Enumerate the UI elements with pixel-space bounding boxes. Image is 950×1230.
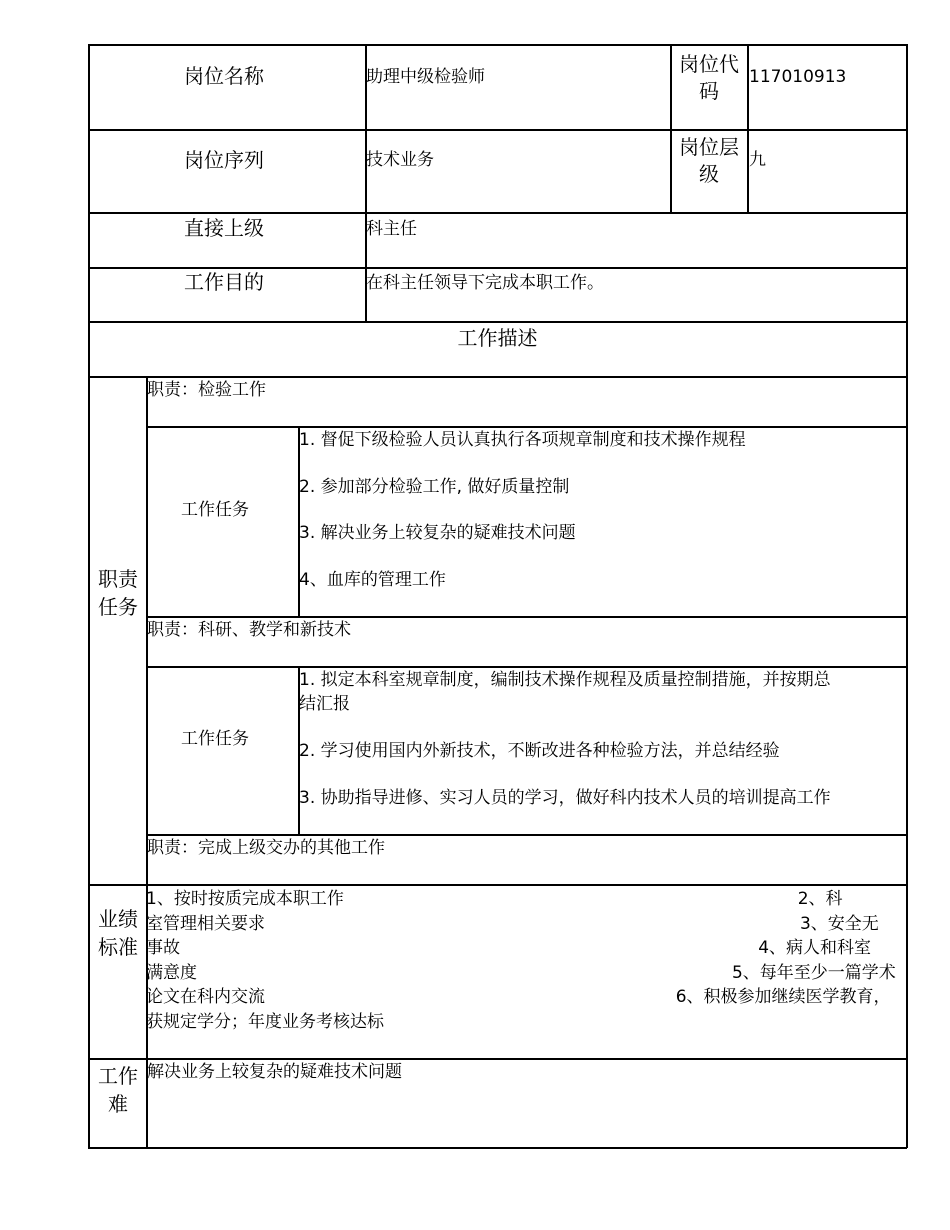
task-label-2: 工作任务 — [181, 729, 249, 749]
performance-line: 1、按时按质完成本职工作 2、科 — [146, 889, 843, 909]
task-item: 1. 拟定本科室规章制度，编制技术操作规程及质量控制措施，并按期总 — [299, 670, 831, 690]
purpose-value: 在科主任领导下完成本职工作。 — [366, 273, 604, 293]
task-item: 3. 解决业务上较复杂的疑难技术问题 — [299, 523, 576, 543]
performance-line: 论文在科内交流 6、积极参加继续医学教育， — [146, 987, 891, 1007]
task-item: 1. 督促下级检验人员认真执行各项规章制度和技术操作规程 — [299, 430, 746, 450]
performance-line: 事故 4、病人和科室 — [146, 938, 872, 958]
duty-title-3: 职责：完成上级交办的其他工作 — [147, 838, 385, 858]
job-name-value: 助理中级检验师 — [366, 67, 485, 87]
difficulty-side-label: 工作难 — [98, 1064, 138, 1116]
duty-title-2: 职责：科研、教学和新技术 — [147, 620, 351, 640]
performance-line: 满意度 5、每年至少一篇学术 — [146, 962, 896, 983]
performance-line: 室管理相关要求 3、安全无 — [146, 913, 879, 934]
difficulty-value: 解决业务上较复杂的疑难技术问题 — [147, 1062, 402, 1082]
work-description-header: 工作描述 — [457, 326, 538, 350]
performance-side-label: 业绩标准 — [98, 907, 138, 959]
task-item-continued: 结汇报 — [299, 694, 350, 714]
performance-line: 获规定学分；年度业务考核达标 — [146, 1011, 384, 1032]
job-code-label: 岗位代码 — [679, 52, 739, 103]
task-item: 2. 学习使用国内外新技术，不断改进各种检验方法，并总结经验 — [299, 741, 780, 761]
purpose-label: 工作目的 — [184, 270, 264, 294]
job-code-value: 117010913 — [749, 67, 847, 87]
job-name-label: 岗位名称 — [184, 64, 264, 88]
job-level-label: 岗位层级 — [679, 135, 739, 186]
task-item: 3. 协助指导进修、实习人员的学习，做好科内技术人员的培训提高工作 — [299, 788, 831, 808]
superior-label: 直接上级 — [184, 216, 264, 240]
duty-title-1: 职责：检验工作 — [147, 380, 266, 400]
job-sequence-value: 技术业务 — [366, 150, 434, 170]
task-item: 4、血库的管理工作 — [299, 570, 446, 590]
task-item: 2. 参加部分检验工作, 做好质量控制 — [299, 477, 570, 497]
performance-standards — [146, 887, 898, 1034]
duties-side-label: 职责任务 — [98, 567, 138, 619]
task-label-1: 工作任务 — [181, 500, 249, 520]
job-level-value: 九 — [749, 150, 766, 170]
job-sequence-label: 岗位序列 — [184, 148, 264, 172]
superior-value: 科主任 — [366, 219, 417, 239]
